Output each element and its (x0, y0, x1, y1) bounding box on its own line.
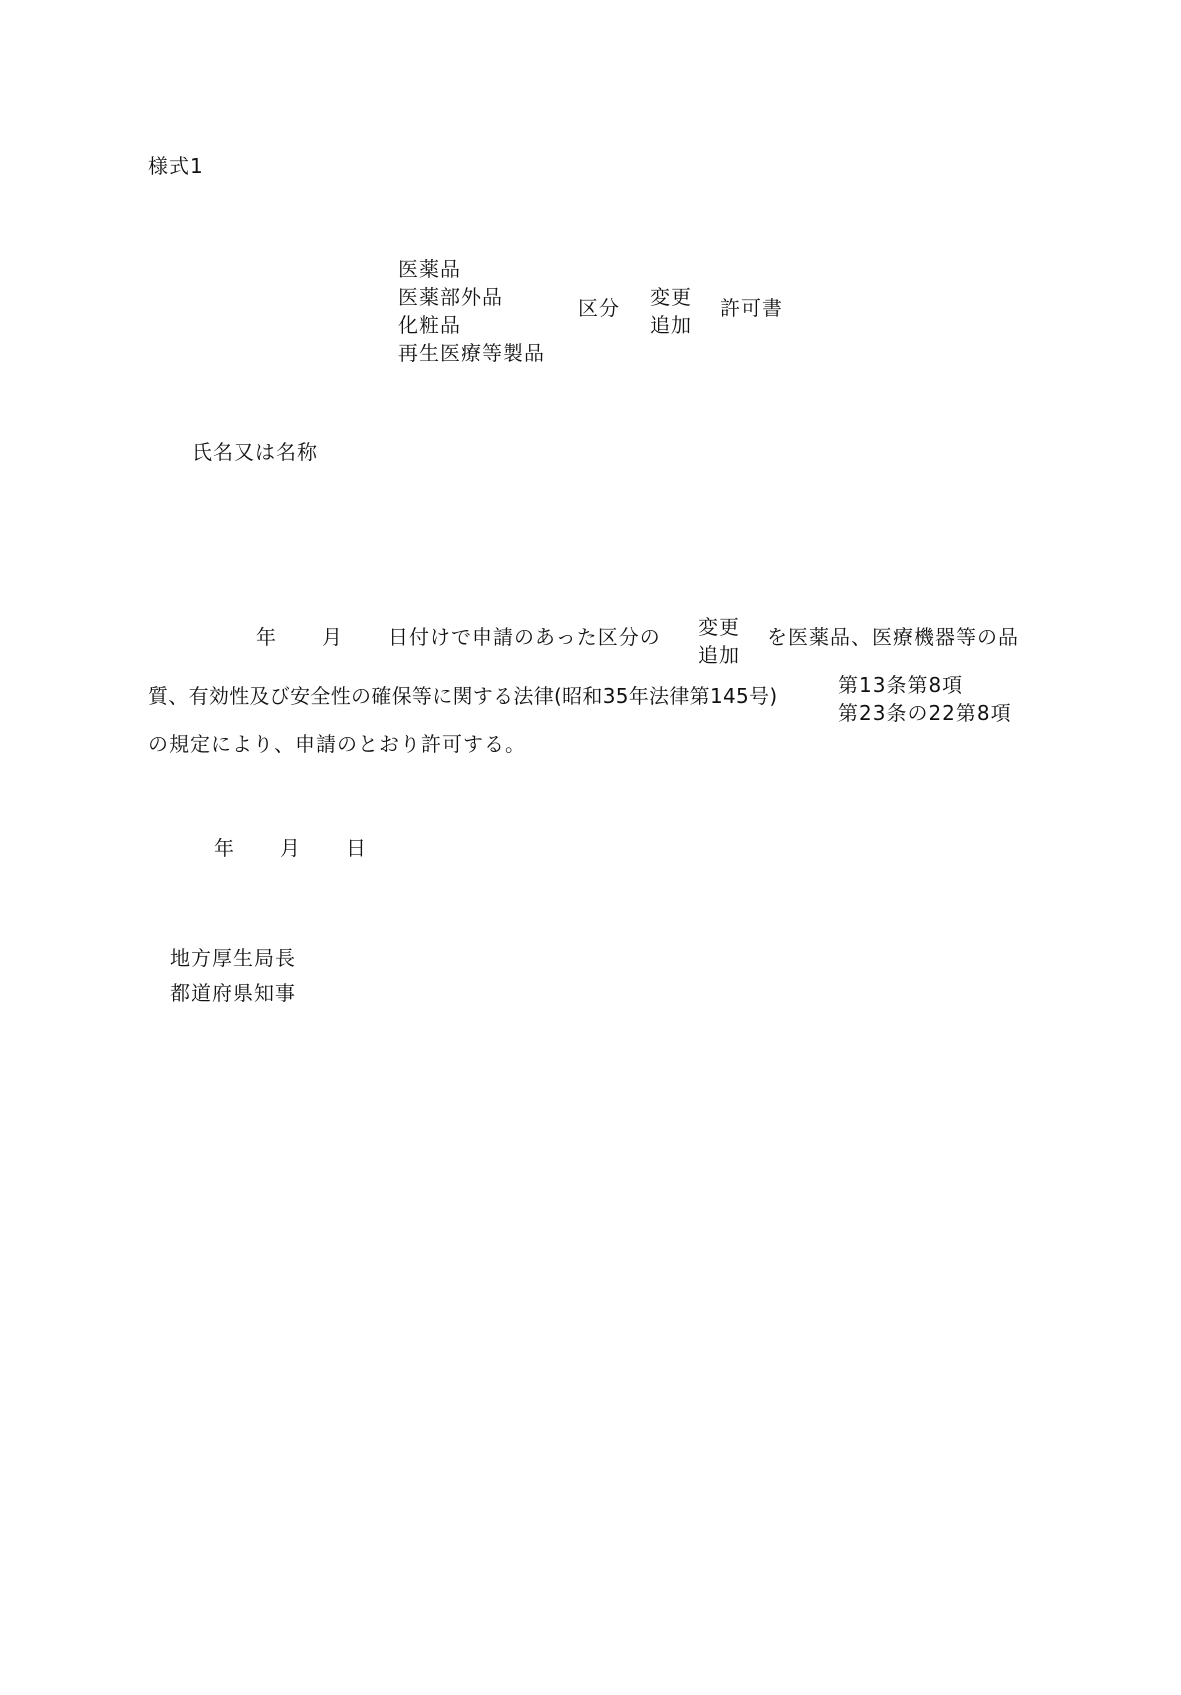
issuer-item: 地方厚生局長 (170, 946, 296, 970)
date-year: 年 (214, 836, 235, 860)
body-article-item: 第13条第8項 (838, 673, 964, 697)
title-product-item: 医薬品 (398, 257, 461, 281)
date-day: 日 (346, 836, 367, 860)
body-change-item: 変更 (698, 615, 740, 639)
title-change-item: 変更 (650, 285, 692, 309)
form-label: 様式1 (148, 154, 204, 178)
issuer-block (170, 941, 296, 1011)
body-line2-text: 質、有効性及び安全性の確保等に関する法律(昭和35年法律第145号) (148, 684, 778, 708)
title-product-item: 再生医療等製品 (398, 341, 545, 365)
title-document-type: 許可書 (720, 296, 783, 320)
body-articles (838, 671, 1012, 727)
body-month: 月 (322, 625, 343, 649)
title-product-item: 化粧品 (398, 313, 461, 337)
body-change-item: 追加 (698, 643, 740, 667)
issuer-item: 都道府県知事 (170, 981, 296, 1005)
title-category: 区分 (578, 296, 620, 320)
body-year: 年 (256, 625, 277, 649)
body-line3-text: の規定により、申請のとおり許可する。 (148, 732, 526, 756)
body-article-item: 第23条の22第8項 (838, 701, 1012, 725)
body-change-type (698, 613, 740, 669)
applicant-label: 氏名又は名称 (192, 440, 318, 464)
title-change-type (650, 283, 692, 339)
title-product-item: 医薬部外品 (398, 285, 503, 309)
body-line1-tail: を医薬品、医療機器等の品 (767, 625, 1019, 649)
title-products (398, 255, 545, 367)
date-month: 月 (280, 836, 301, 860)
body-line1-text: 日付けで申請のあった区分の (388, 625, 661, 649)
title-change-item: 追加 (650, 313, 692, 337)
